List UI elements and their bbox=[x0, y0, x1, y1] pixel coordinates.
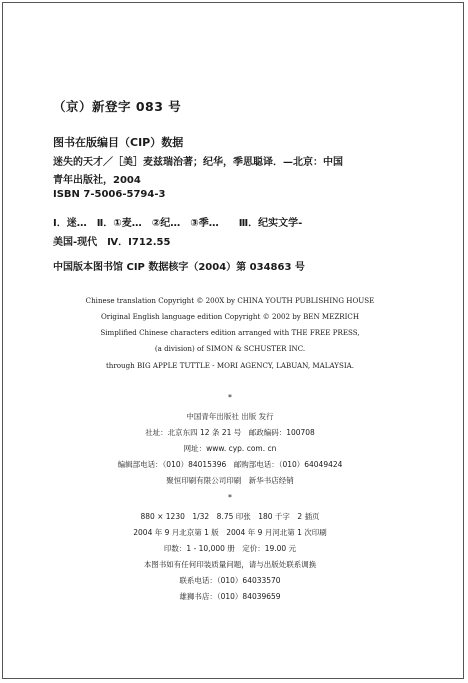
cip-library-number: 中国版本图书馆 CIP 数据核字（2004）第 034863 号 bbox=[53, 262, 305, 273]
book-format: 880 × 1230 1/32 8.75 印张 180 千字 2 插页 bbox=[140, 512, 320, 521]
copyright-line-1: Chinese translation Copyright © 200X by CHINA YOUTH PUBLISHING HOUSE bbox=[85, 296, 375, 305]
printer-info: 聚恒印刷有限公司印刷 新华书店经销 bbox=[166, 476, 294, 485]
copyright-line-5: through BIG APPLE TUTTLE - MORI AGENCY, LABUAN, MALAYSIA. bbox=[105, 361, 355, 370]
copyright-line-4: (a division) of SIMON & SCHUSTER INC. bbox=[154, 344, 306, 353]
separator-star-icon: * bbox=[228, 393, 232, 402]
cip-isbn: ISBN 7-5006-5794-3 bbox=[53, 189, 166, 200]
print-run-price: 印数：1 - 10,000 册 定价：19.00 元 bbox=[163, 544, 297, 553]
cip-line-publisher: 青年出版社，2004 bbox=[53, 175, 141, 186]
bookstore-phone: 雄狮书店：（010）84039659 bbox=[179, 592, 281, 601]
publisher-website: 网址：www. cyp. com. cn bbox=[183, 444, 277, 453]
copyright-page bbox=[2, 2, 464, 679]
separator-star-icon-2: * bbox=[228, 493, 232, 502]
edition-info: 2004 年 9 月北京第 1 版 2004 年 9 月河北第 1 次印刷 bbox=[133, 528, 327, 537]
copyright-line-2: Original English language edition Copyright © 2002 by BEN MEZRICH bbox=[100, 312, 360, 321]
cip-line-classification: Ⅰ．迷… Ⅱ．①麦… ②纪… ③季… Ⅲ．纪实文学- bbox=[53, 218, 303, 229]
quality-notice: 本图书如有任何印装质量问题，请与出版处联系调换 bbox=[143, 560, 317, 569]
publisher-name: 中国青年出版社 出版 发行 bbox=[186, 412, 274, 421]
cip-line-title: 迷失的天才／［美］麦兹瑞治著；纪华，季思聪译．—北京：中国 bbox=[53, 157, 343, 168]
registration-number: （京）新登字 083 号 bbox=[53, 99, 182, 114]
publisher-phones: 编辑部电话：（010）84015396 邮购部电话：（010）64049424 bbox=[117, 460, 343, 469]
cip-line-category: 美国-现代 Ⅳ．I712.55 bbox=[53, 237, 171, 248]
cip-heading: 图书在版编目（CIP）数据 bbox=[53, 136, 184, 149]
publisher-address: 社址：北京东四 12 条 21 号 邮政编码：100708 bbox=[145, 428, 315, 437]
copyright-line-3: Simplified Chinese characters edition arranged with THE FREE PRESS, bbox=[100, 328, 360, 337]
contact-phone: 联系电话：（010）64033570 bbox=[179, 576, 281, 585]
